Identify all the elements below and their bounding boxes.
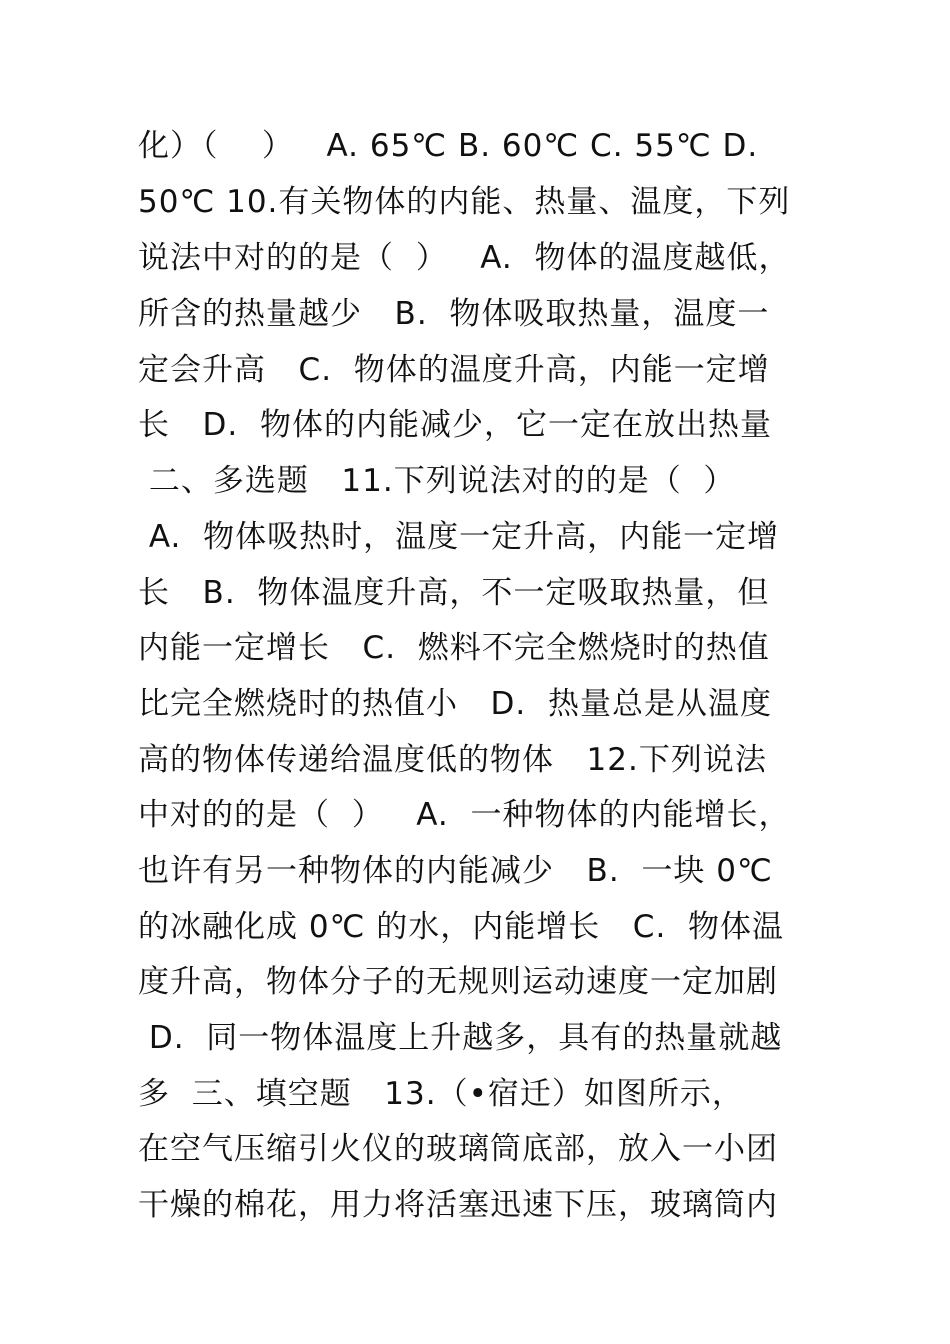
text-line: 50℃ 10.有关物体的内能、热量、温度，下列 [138, 184, 791, 220]
text-line: 化）（ ） A. 65℃ B. 60℃ C. 55℃ D. [138, 128, 759, 164]
text-line: 内能一定增长 C. 燃料不完全燃烧时的热值 [138, 630, 770, 666]
text-line: 也许有另一种物体的内能减少 B. 一块 0℃ [138, 853, 773, 889]
text-line: A. 物体吸热时，温度一定升高，内能一定增 [138, 519, 780, 555]
section-heading-fill-in: 多 三、填空题 13.（•宿迁）如图所示， [138, 1076, 744, 1112]
text-line: D. 同一物体温度上升越多，具有的热量就越 [138, 1020, 783, 1056]
text-line: 高的物体传递给温度低的物体 12.下列说法 [138, 742, 767, 778]
text-line: 比完全燃烧时的热值小 D. 热量总是从温度 [138, 686, 772, 722]
text-line: 说法中对的的是（ ） A. 物体的温度越低， [138, 240, 791, 276]
text-line: 中对的的是（ ） A. 一种物体的内能增长， [138, 797, 791, 833]
text-line: 度升高，物体分子的无规则运动速度一定加剧 [138, 964, 778, 1000]
section-heading-multiple-choice: 二、多选题 11.下列说法对的的是（ ） [138, 463, 736, 499]
text-line: 干燥的棉花，用力将活塞迅速下压，玻璃筒内 [138, 1187, 778, 1223]
text-line: 定会升高 C. 物体的温度升高，内能一定增 [138, 352, 770, 388]
text-line: 长 D. 物体的内能减少，它一定在放出热量 [138, 407, 772, 443]
text-line: 所含的热量越少 B. 物体吸取热量，温度一 [138, 296, 770, 332]
text-line: 的冰融化成 0℃ 的水，内能增长 C. 物体温 [138, 909, 785, 945]
text-line: 在空气压缩引火仪的玻璃筒底部，放入一小团 [138, 1131, 778, 1167]
text-line: 长 B. 物体温度升高，不一定吸取热量，但 [138, 575, 770, 611]
